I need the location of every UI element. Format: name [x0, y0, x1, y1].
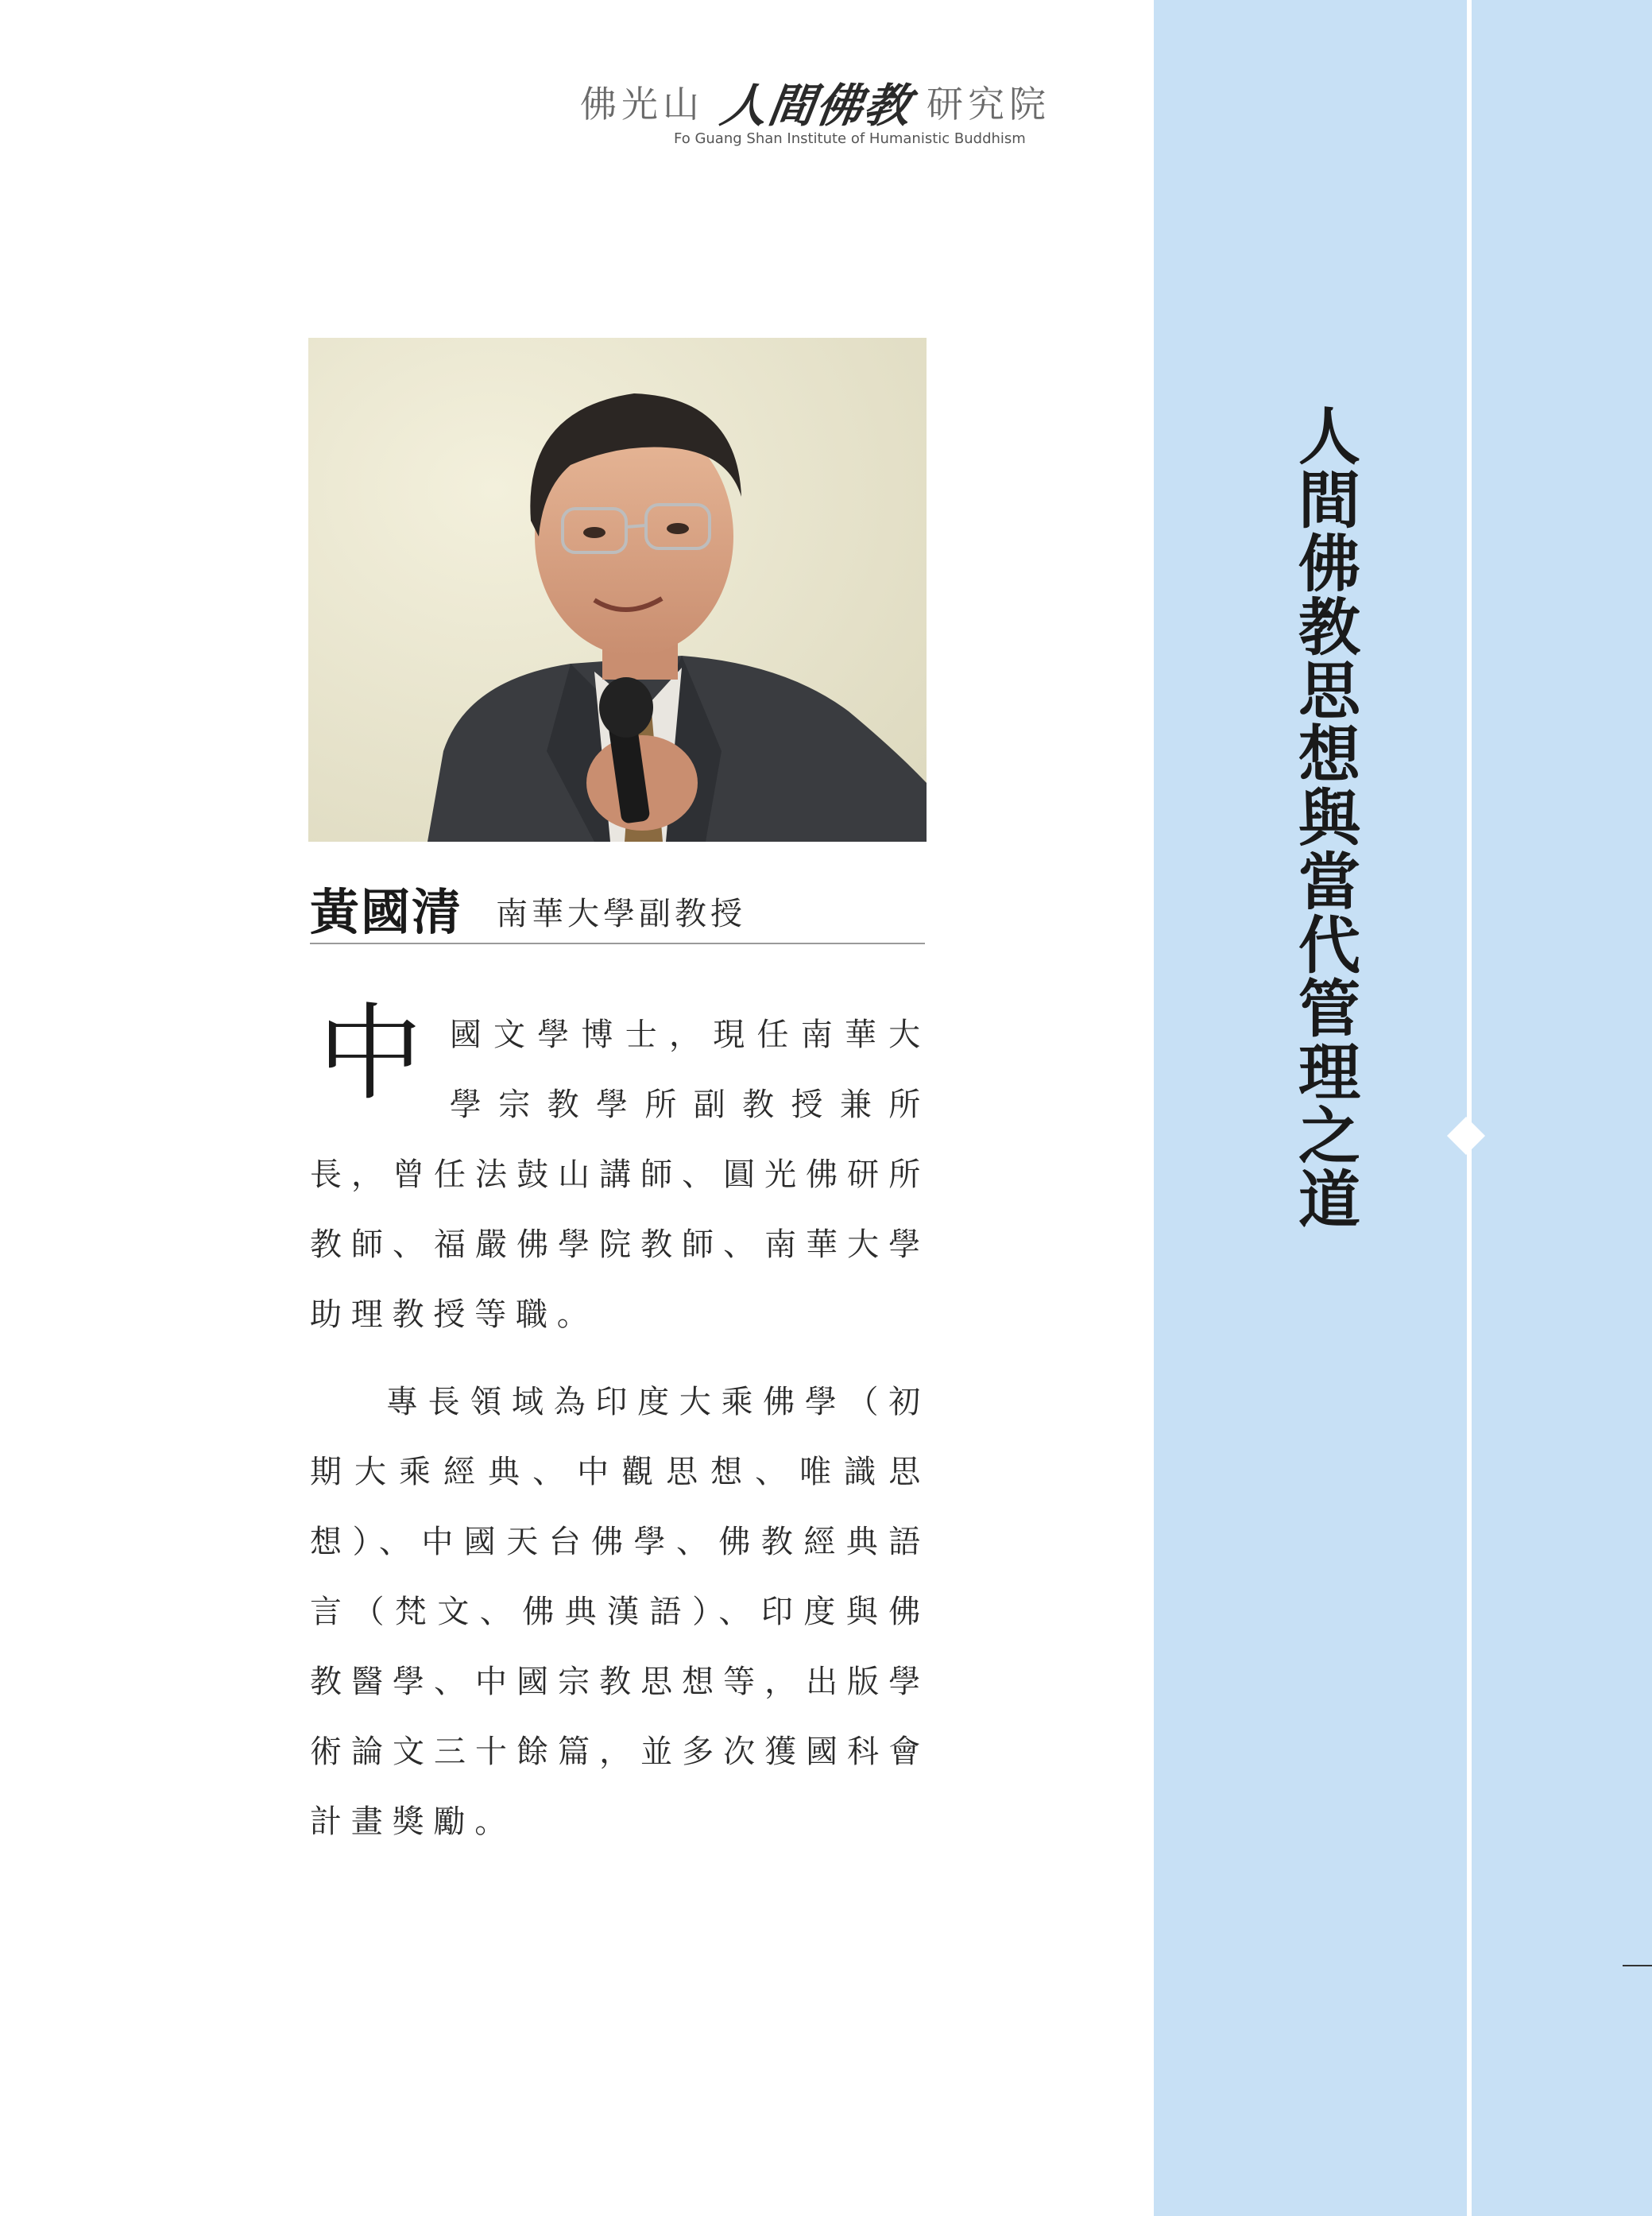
author-title: 南華大學副教授 [496, 895, 747, 932]
bio-paragraph-2: 專長領域為印度大乘佛學（初期大乘經典、中觀思想、唯識思想）、中國天台佛學、佛教經典語言（梵文、佛典漢語）、印度與佛教醫學、中國宗教思想等，出版學術論文三十餘篇，並多次獲國科會計畫獎勵。 [310, 1384, 930, 1840]
author-heading [310, 873, 925, 944]
bio-paragraph-1-text: 國文學博士，現任南華大學宗教學所副教授兼所長，曾任法鼓山講師、圓光佛研所教師、福嚴佛學院教師、南華大學助理教授等職。 [310, 1017, 930, 1333]
logo-calligraphy: 人間佛教 [717, 79, 916, 133]
logo-suffix: 研究院 [927, 83, 1051, 126]
author-portrait-photo [308, 338, 927, 842]
author-bio [310, 993, 930, 1857]
sidebar-band-edge [1472, 0, 1652, 2216]
bio-paragraph-1 [310, 993, 930, 1350]
logo-english-name: Fo Guang Shan Institute of Humanistic Buddhism [674, 130, 1026, 147]
drop-cap: 中 [318, 993, 432, 1115]
logo-prefix: 佛光山 [580, 83, 704, 126]
book-title-vertical: 人間佛教思想與當代管理之道 [1288, 404, 1360, 1230]
institute-logo [580, 78, 1051, 133]
page-edge-mark [1623, 1965, 1652, 1966]
author-name: 黃國清 [310, 882, 463, 941]
